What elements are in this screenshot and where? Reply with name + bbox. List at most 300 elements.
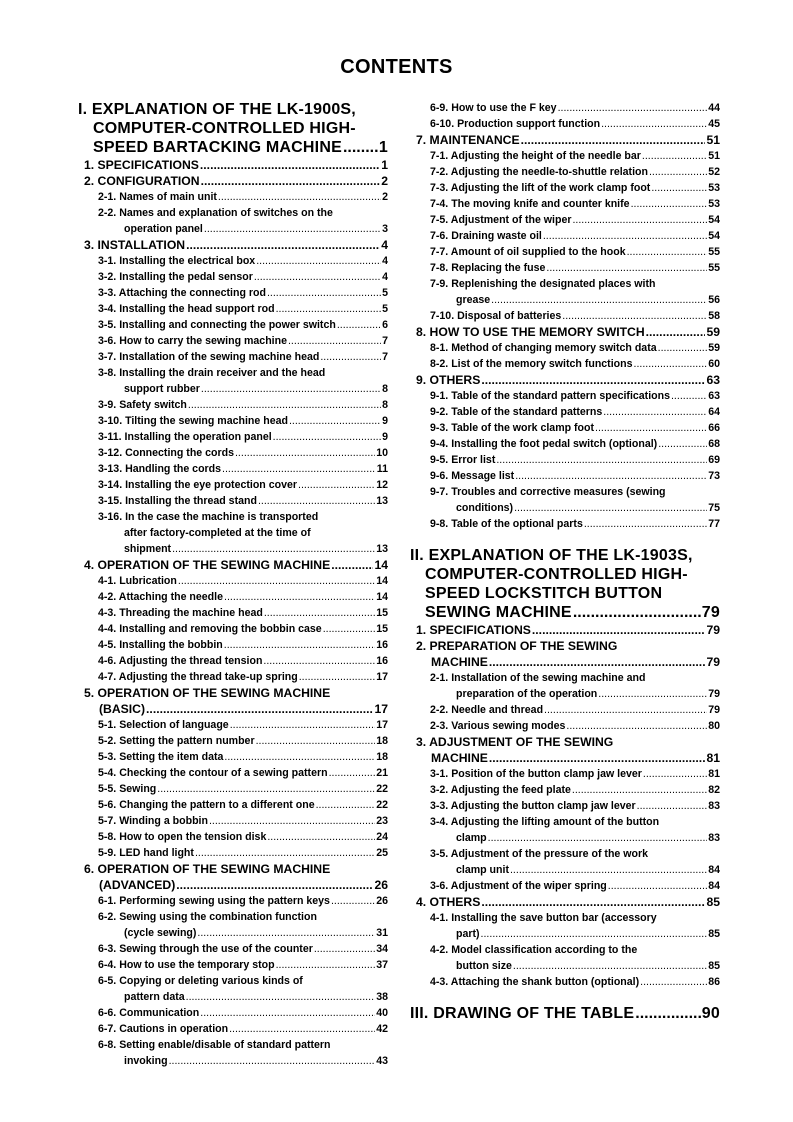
toc-entry-3-14-installing-the-eye-protection-cover[interactable] — [78, 477, 388, 493]
toc-entry-5-9-led-hand-light[interactable] — [78, 845, 388, 861]
page-number: 51 — [706, 133, 720, 147]
toc-entry-text: 9-3. Table of the work clamp foot — [430, 422, 595, 434]
dot-leader — [481, 894, 705, 910]
toc-entry-9-1-table-of-the-standard-pattern-specif[interactable] — [410, 388, 720, 404]
toc-entry-text: 4-2. Attaching the needle — [98, 591, 223, 603]
page-number: 59 — [706, 325, 720, 339]
toc-entry-text: III. DRAWING OF THE TABLE — [410, 1005, 635, 1022]
toc-entry-5-5-sewing[interactable] — [78, 781, 388, 797]
toc-entry-text: 4-2. Model classification according to the — [430, 944, 638, 956]
toc-entry-9-8-table-of-the-optional-parts[interactable] — [410, 516, 720, 532]
page-number: 84 — [708, 880, 720, 892]
toc-entry-3-4-installing-the-head-support-rod[interactable] — [78, 301, 388, 317]
toc-entry-text: 6-8. Setting enable/disable of standard pattern — [98, 1039, 331, 1051]
page-number: 83 — [708, 800, 720, 812]
dot-leader — [299, 669, 375, 685]
page-number: 77 — [708, 518, 720, 530]
toc-entry-text: 7-6. Draining waste oil — [430, 230, 542, 242]
dot-leader — [276, 957, 376, 973]
dot-leader — [603, 404, 707, 420]
toc-entry-7-4-the-moving-knife-and-counter-knife[interactable] — [410, 196, 720, 212]
toc-entry-9-6-message-list[interactable] — [410, 468, 720, 484]
toc-entry-9-2-table-of-the-standard-patterns[interactable] — [410, 404, 720, 420]
toc-entry-3-4-adjusting-the-lifting-amount-of-the-[interactable] — [410, 814, 720, 846]
toc-entry-3-8-installing-the-drain-receiver-and-th[interactable] — [78, 365, 388, 397]
toc-entry-text: 3-9. Safety switch — [98, 399, 187, 411]
dot-leader — [146, 701, 373, 717]
dot-leader — [256, 253, 381, 269]
toc-entry-3-adjustment-of-the-sewing[interactable] — [410, 734, 720, 766]
page-number: 79 — [701, 604, 720, 621]
dot-leader — [566, 718, 707, 734]
toc-entry-3-5-adjustment-of-the-pressure-of-the-wo[interactable] — [410, 846, 720, 878]
toc-entry-text: button size — [456, 960, 512, 972]
section-spacer — [410, 990, 720, 1004]
toc-entry-3-16-in-the-case-the-machine-is-transpor[interactable] — [78, 509, 388, 557]
toc-entry-text: 7. MAINTENANCE — [416, 133, 520, 147]
toc-entry-text: 3-3. Attaching the connecting rod — [98, 287, 266, 299]
toc-entry-4-operation-of-the-sewing-machine[interactable] — [78, 557, 388, 573]
toc-entry-2-preparation-of-the-sewing[interactable] — [410, 638, 720, 670]
dot-leader — [634, 356, 708, 372]
toc-entry-text: 6-6. Communication — [98, 1007, 200, 1019]
toc-entry-text: 5-9. LED hand light — [98, 847, 194, 859]
page-number: 7 — [382, 351, 388, 363]
toc-entry-1-specifications[interactable] — [410, 622, 720, 638]
toc-entry-3-2-installing-the-pedal-sensor[interactable] — [78, 269, 388, 285]
page-number: 9 — [382, 415, 388, 427]
toc-entry-text: 7-3. Adjusting the lift of the work clamp foot — [430, 182, 651, 194]
page-number: 82 — [708, 784, 720, 796]
toc-entry-text: 4-3. Attaching the shank button (optional) — [430, 976, 640, 988]
toc-entry-text: 3-1. Position of the button clamp jaw lever — [430, 768, 642, 780]
toc-entry-3-7-installation-of-the-sewing-machine-h[interactable] — [78, 349, 388, 365]
toc-entry-9-others[interactable] — [410, 372, 720, 388]
page-number: 4 — [382, 255, 388, 267]
dot-leader — [608, 878, 707, 894]
dot-leader — [178, 573, 375, 589]
dot-leader — [543, 228, 707, 244]
page-number: 12 — [376, 479, 388, 491]
dot-leader — [343, 138, 378, 157]
toc-entry-7-3-adjusting-the-lift-of-the-work-clamp[interactable] — [410, 180, 720, 196]
toc-entry-3-9-safety-switch[interactable] — [78, 397, 388, 413]
toc-entry-text: 3-10. Tilting the sewing machine head — [98, 415, 288, 427]
toc-entry-text: 3-6. Adjustment of the wiper spring — [430, 880, 607, 892]
toc-entry-4-3-attaching-the-shank-button-optional[interactable] — [410, 974, 720, 990]
page-number: 44 — [708, 102, 720, 114]
toc-entry-text: 3-2. Adjusting the feed plate — [430, 784, 571, 796]
toc-entry-6-4-how-to-use-the-temporary-stop[interactable] — [78, 957, 388, 973]
page-number: 17 — [376, 719, 388, 731]
page-number: 14 — [376, 591, 388, 603]
toc-entry-4-3-threading-the-machine-head[interactable] — [78, 605, 388, 621]
page-number: 16 — [376, 655, 388, 667]
dot-leader — [288, 333, 381, 349]
dot-leader — [276, 301, 382, 317]
toc-entry-3-11-installing-the-operation-panel[interactable] — [78, 429, 388, 445]
toc-entry-text: 4-7. Adjusting the thread take-up spring — [98, 671, 298, 683]
dot-leader — [572, 212, 707, 228]
toc-entry-3-3-adjusting-the-button-clamp-jaw-lever[interactable] — [410, 798, 720, 814]
dot-leader — [521, 132, 706, 148]
toc-entry-3-13-handling-the-cords[interactable] — [78, 461, 388, 477]
toc-entry-text: conditions) — [456, 502, 514, 514]
toc-entry-text: 6-1. Performing sewing using the pattern keys — [98, 895, 330, 907]
toc-entry-5-7-winding-a-bobbin[interactable] — [78, 813, 388, 829]
dot-leader — [627, 244, 708, 260]
toc-entry-9-4-installing-the-foot-pedal-switch-opt[interactable] — [410, 436, 720, 452]
page-number: 5 — [382, 287, 388, 299]
page-number: 55 — [708, 246, 720, 258]
toc-entry-text: 4. OTHERS — [416, 895, 481, 909]
page-number: 90 — [701, 1005, 720, 1022]
toc-entry-text: 6. OPERATION OF THE SEWING MACHINE — [84, 862, 331, 876]
page-number: 54 — [708, 230, 720, 242]
toc-entry-2-3-various-sewing-modes[interactable] — [410, 718, 720, 734]
toc-entry-text: 5-3. Setting the item data — [98, 751, 224, 763]
toc-entry-7-1-adjusting-the-height-of-the-needle-b[interactable] — [410, 148, 720, 164]
page-number: 22 — [376, 783, 388, 795]
toc-entry-7-9-replenishing-the-designated-places-w[interactable] — [410, 276, 720, 308]
toc-entry-6-2-sewing-using-the-combination-functio[interactable] — [78, 909, 388, 941]
toc-entry-text: after factory-completed at the time of — [124, 527, 311, 539]
page-number: 85 — [708, 960, 720, 972]
dot-leader — [289, 413, 381, 429]
toc-entry-3-10-tilting-the-sewing-machine-head[interactable] — [78, 413, 388, 429]
page-number: 8 — [382, 383, 388, 395]
dot-leader — [331, 557, 373, 573]
toc-entry-3-installation[interactable] — [78, 237, 388, 253]
dot-leader — [631, 196, 708, 212]
toc-entry-text: 3. ADJUSTMENT OF THE SEWING — [416, 735, 614, 749]
page-number: 37 — [376, 959, 388, 971]
dot-leader — [481, 926, 708, 942]
toc-entry-9-5-error-list[interactable] — [410, 452, 720, 468]
dot-leader — [489, 750, 706, 766]
toc-entry-2-1-names-of-main-unit[interactable] — [78, 189, 388, 205]
toc-entry-7-8-replacing-the-fuse[interactable] — [410, 260, 720, 276]
dot-leader — [562, 308, 707, 324]
toc-entry-6-5-copying-or-deleting-various-kinds-of[interactable] — [78, 973, 388, 1005]
page-number: 14 — [376, 575, 388, 587]
toc-entry-3-3-attaching-the-connecting-rod[interactable] — [78, 285, 388, 301]
toc-entry-4-6-adjusting-the-thread-tension[interactable] — [78, 653, 388, 669]
toc-entry-3-1-installing-the-electrical-box[interactable] — [78, 253, 388, 269]
toc-entry-4-1-lubrication[interactable] — [78, 573, 388, 589]
toc-entry-text: 2-1. Installation of the sewing machine and — [430, 672, 646, 684]
toc-entry-9-7-troubles-and-corrective-measures-sew[interactable] — [410, 484, 720, 516]
toc-entry-2-2-names-and-explanation-of-switches-on[interactable] — [78, 205, 388, 237]
toc-entry-text: (ADVANCED) — [99, 878, 176, 892]
page-number: 55 — [708, 262, 720, 274]
toc-entry-text: 5-7. Winding a bobbin — [98, 815, 208, 827]
toc-entry-6-1-performing-sewing-using-the-pattern-[interactable] — [78, 893, 388, 909]
dot-leader — [646, 324, 706, 340]
page-title: CONTENTS — [340, 56, 453, 78]
page-number: 14 — [374, 558, 388, 572]
page-number: 6 — [382, 319, 388, 331]
toc-entry-8-how-to-use-the-memory-switch[interactable] — [410, 324, 720, 340]
toc-column-right — [410, 100, 720, 1023]
dot-leader — [200, 1005, 375, 1021]
page-number: 69 — [708, 454, 720, 466]
toc-entry-3-1-position-of-the-button-clamp-jaw-lev[interactable] — [410, 766, 720, 782]
toc-entry-5-8-how-to-open-the-tension-disk[interactable] — [78, 829, 388, 845]
toc-entry-text: 1. SPECIFICATIONS — [416, 623, 531, 637]
dot-leader — [598, 686, 707, 702]
toc-entry-text: 7-2. Adjusting the needle-to-shuttle relation — [430, 166, 648, 178]
page-number: 66 — [708, 422, 720, 434]
page-number: 31 — [376, 927, 388, 939]
toc-entry-5-6-changing-the-pattern-to-a-different-[interactable] — [78, 797, 388, 813]
toc-entry-5-1-selection-of-language[interactable] — [78, 717, 388, 733]
toc-entry-text: 6-10. Production support function — [430, 118, 601, 130]
toc-entry-8-1-method-of-changing-memory-switch-dat[interactable] — [410, 340, 720, 356]
dot-leader — [649, 164, 707, 180]
toc-entry-2-1-installation-of-the-sewing-machine-a[interactable] — [410, 670, 720, 702]
toc-entry-2-configuration[interactable] — [78, 173, 388, 189]
dot-leader — [320, 349, 381, 365]
toc-entry-text: 5-1. Selection of language — [98, 719, 229, 731]
toc-entry-6-9-how-to-use-the-f-key[interactable] — [410, 100, 720, 116]
page-number: 85 — [706, 895, 720, 909]
page-number: 59 — [708, 342, 720, 354]
page-number: 18 — [376, 751, 388, 763]
page-number: 83 — [708, 832, 720, 844]
dot-leader — [573, 603, 701, 622]
toc-entry-6-3-sewing-through-the-use-of-the-counte[interactable] — [78, 941, 388, 957]
dot-leader — [209, 813, 375, 829]
toc-entry-7-5-adjustment-of-the-wiper[interactable] — [410, 212, 720, 228]
dot-leader — [197, 925, 375, 941]
page-number: 7 — [382, 335, 388, 347]
dot-leader — [658, 436, 707, 452]
dot-leader — [229, 1021, 375, 1037]
dot-leader — [201, 173, 381, 189]
toc-entry-ii-explanation-of-the-lk-1903s[interactable] — [410, 546, 720, 622]
dot-leader — [558, 100, 708, 116]
page-number: 3 — [382, 223, 388, 235]
toc-entry-8-2-list-of-the-memory-switch-functions[interactable] — [410, 356, 720, 372]
page-number: 86 — [708, 976, 720, 988]
page-number: 63 — [706, 373, 720, 387]
toc-entry-i-explanation-of-the-lk-1900s[interactable] — [78, 100, 388, 157]
toc-entry-text: 5. OPERATION OF THE SEWING MACHINE — [84, 686, 331, 700]
page-number: 42 — [376, 1023, 388, 1035]
toc-entry-4-5-installing-the-bobbin[interactable] — [78, 637, 388, 653]
toc-entry-6-7-cautions-in-operation[interactable] — [78, 1021, 388, 1037]
dot-leader — [316, 797, 376, 813]
toc-entry-7-2-adjusting-the-needle-to-shuttle-rela[interactable] — [410, 164, 720, 180]
toc-entry-text: 9-5. Error list — [430, 454, 496, 466]
dot-leader — [510, 862, 707, 878]
toc-entry-3-12-connecting-the-cords[interactable] — [78, 445, 388, 461]
toc-entry-text: 2. CONFIGURATION — [84, 174, 200, 188]
dot-leader — [263, 653, 375, 669]
page-number: 17 — [374, 702, 388, 716]
toc-entry-text: 2. PREPARATION OF THE SEWING — [416, 639, 618, 653]
toc-entry-4-others[interactable] — [410, 894, 720, 910]
dot-leader — [513, 958, 707, 974]
toc-entry-text: COMPUTER-CONTROLLED HIGH- — [425, 566, 688, 583]
toc-column-left — [78, 100, 388, 1069]
toc-entry-1-specifications[interactable] — [78, 157, 388, 173]
page-number: 18 — [376, 735, 388, 747]
dot-leader — [637, 798, 708, 814]
toc-entry-5-4-checking-the-contour-of-a-sewing-pat[interactable] — [78, 765, 388, 781]
toc-entry-text: 6-5. Copying or deleting various kinds of — [98, 975, 303, 987]
dot-leader — [188, 397, 381, 413]
toc-entry-text: MACHINE — [431, 655, 488, 669]
toc-entry-6-operation-of-the-sewing-machine[interactable] — [78, 861, 388, 893]
page-number: 25 — [376, 847, 388, 859]
toc-entry-text: (cycle sewing) — [124, 927, 197, 939]
toc-entry-7-6-draining-waste-oil[interactable] — [410, 228, 720, 244]
toc-entry-5-3-setting-the-item-data[interactable] — [78, 749, 388, 765]
toc-entry-text: 3-8. Installing the drain receiver and the head — [98, 367, 326, 379]
toc-entry-text: 7-5. Adjustment of the wiper — [430, 214, 572, 226]
dot-leader — [671, 388, 707, 404]
page-number: 63 — [708, 390, 720, 402]
toc-entry-3-15-installing-the-thread-stand[interactable] — [78, 493, 388, 509]
page-number: 53 — [708, 182, 720, 194]
page-number: 22 — [376, 799, 388, 811]
toc-entry-7-7-amount-of-oil-supplied-to-the-hook[interactable] — [410, 244, 720, 260]
page-number: 34 — [376, 943, 388, 955]
dot-leader — [496, 452, 707, 468]
page-number: 85 — [708, 928, 720, 940]
toc-entry-text: grease — [456, 294, 491, 306]
page-number: 15 — [376, 623, 388, 635]
toc-entry-4-2-attaching-the-needle[interactable] — [78, 589, 388, 605]
page-number: 68 — [708, 438, 720, 450]
toc-entry-text: part) — [456, 928, 480, 940]
page-number: 58 — [708, 310, 720, 322]
toc-entry-7-maintenance[interactable] — [410, 132, 720, 148]
toc-entry-text: 2-1. Names of main unit — [98, 191, 217, 203]
toc-entry-text: 7-8. Replacing the fuse — [430, 262, 546, 274]
page-number: 79 — [708, 688, 720, 700]
page-number: 79 — [706, 655, 720, 669]
page-number: 2 — [382, 191, 388, 203]
page-number: 26 — [374, 878, 388, 892]
dot-leader — [256, 733, 376, 749]
toc-entry-text: 8-2. List of the memory switch functions — [430, 358, 633, 370]
dot-leader — [267, 285, 381, 301]
dot-leader — [235, 445, 375, 461]
page-number: 17 — [376, 671, 388, 683]
toc-entry-text: 3-5. Adjustment of the pressure of the work — [430, 848, 648, 860]
page-number: 11 — [376, 463, 388, 475]
toc-entry-text: 9-4. Installing the foot pedal switch (optional) — [430, 438, 658, 450]
page-number: 52 — [708, 166, 720, 178]
toc-entry-3-2-adjusting-the-feed-plate[interactable] — [410, 782, 720, 798]
toc-entry-4-7-adjusting-the-thread-take-up-spring[interactable] — [78, 669, 388, 685]
dot-leader — [195, 845, 375, 861]
toc-entry-text: 4-5. Installing the bobbin — [98, 639, 223, 651]
toc-entry-text: 6-2. Sewing using the combination function — [98, 911, 317, 923]
dot-leader — [491, 292, 707, 308]
dot-leader — [337, 317, 381, 333]
toc-entry-text: COMPUTER-CONTROLLED HIGH- — [93, 120, 356, 137]
toc-entry-text: MACHINE — [431, 751, 488, 765]
toc-entry-6-6-communication[interactable] — [78, 1005, 388, 1021]
toc-entry-4-1-installing-the-save-button-bar-acces[interactable] — [410, 910, 720, 942]
dot-leader — [298, 477, 375, 493]
dot-leader — [222, 461, 376, 477]
dot-leader — [323, 621, 376, 637]
toc-entry-text: 3-7. Installation of the sewing machine head — [98, 351, 320, 363]
section-spacer — [410, 532, 720, 546]
page-number: 43 — [376, 1055, 388, 1067]
toc-entry-5-2-setting-the-pattern-number[interactable] — [78, 733, 388, 749]
page-number: 79 — [706, 623, 720, 637]
toc-entry-text: I. EXPLANATION OF THE LK-1900S, — [78, 101, 356, 118]
toc-entry-text: 3-4. Adjusting the lifting amount of the button — [430, 816, 660, 828]
page-number: 81 — [708, 768, 720, 780]
dot-leader — [264, 605, 375, 621]
toc-entry-3-6-how-to-carry-the-sewing-machine[interactable] — [78, 333, 388, 349]
toc-entry-text: 9. OTHERS — [416, 373, 481, 387]
toc-entry-2-2-needle-and-thread[interactable] — [410, 702, 720, 718]
page-number: 5 — [382, 303, 388, 315]
toc-entry-text: 3-15. Installing the thread stand — [98, 495, 257, 507]
dot-leader — [584, 516, 707, 532]
toc-entry-9-3-table-of-the-work-clamp-foot[interactable] — [410, 420, 720, 436]
dot-leader — [224, 637, 375, 653]
toc-entry-text: 5-5. Sewing — [98, 783, 157, 795]
toc-entry-text: shipment — [124, 543, 172, 555]
page-number: 24 — [376, 831, 388, 843]
page-number: 84 — [708, 864, 720, 876]
toc-entry-text: 7-4. The moving knife and counter knife — [430, 198, 630, 210]
toc-entry-text: 4-1. Lubrication — [98, 575, 177, 587]
toc-entry-text: 3-4. Installing the head support rod — [98, 303, 275, 315]
toc-entry-6-8-setting-enable-disable-of-standard-p[interactable] — [78, 1037, 388, 1069]
page-number: 51 — [708, 150, 720, 162]
toc-entry-text: 6-7. Cautions in operation — [98, 1023, 229, 1035]
toc-entry-text: 7-1. Adjusting the height of the needle bar — [430, 150, 641, 162]
dot-leader — [204, 221, 381, 237]
toc-entry-3-5-installing-and-connecting-the-power-[interactable] — [78, 317, 388, 333]
page-number: 2 — [381, 174, 388, 188]
toc-entry-text: clamp unit — [456, 864, 509, 876]
toc-entry-7-10-disposal-of-batteries[interactable] — [410, 308, 720, 324]
toc-entry-text: 2-2. Needle and thread — [430, 704, 544, 716]
toc-entry-4-2-model-classification-according-to-th[interactable] — [410, 942, 720, 974]
toc-entry-text: 1. SPECIFICATIONS — [84, 158, 199, 172]
toc-entry-5-operation-of-the-sewing-machine[interactable] — [78, 685, 388, 717]
toc-entry-text: 4-1. Installing the save button bar (accessory — [430, 912, 657, 924]
toc-entry-3-6-adjustment-of-the-wiper-spring[interactable] — [410, 878, 720, 894]
toc-entry-4-4-installing-and-removing-the-bobbin-c[interactable] — [78, 621, 388, 637]
page-number: 26 — [376, 895, 388, 907]
dot-leader — [157, 781, 375, 797]
dot-leader — [314, 941, 375, 957]
toc-entry-text: 3-1. Installing the electrical box — [98, 255, 256, 267]
dot-leader — [230, 717, 376, 733]
dot-leader — [186, 237, 380, 253]
toc-entry-text: invoking — [124, 1055, 168, 1067]
page-number: 16 — [376, 639, 388, 651]
toc-entry-iii-drawing-of-the-table[interactable] — [410, 1004, 720, 1023]
toc-entry-6-10-production-support-function[interactable] — [410, 116, 720, 132]
toc-entry-text: 5-4. Checking the contour of a sewing pattern — [98, 767, 328, 779]
toc-entry-text: 4-6. Adjusting the thread tension — [98, 655, 263, 667]
dot-leader — [488, 830, 708, 846]
dot-leader — [515, 468, 707, 484]
